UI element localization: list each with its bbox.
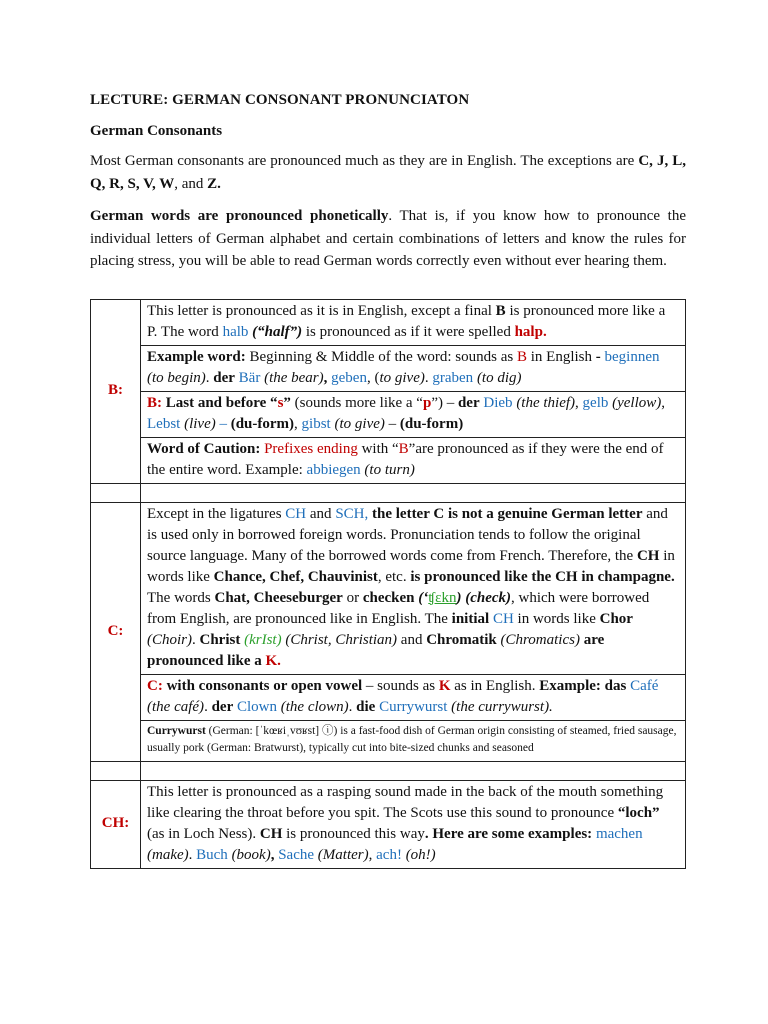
text-run: Bär [238,369,261,386]
text-run: are pronounced like a [147,631,605,669]
text-run: . [204,698,212,715]
text-run: and [397,631,427,648]
text-run: der [457,394,480,411]
text-run: . Here are some examples: [424,825,593,842]
text-run: (krIst) [240,631,282,648]
text-run: is pronounced as if it were spelled [302,323,515,340]
section-heading: German Consonants [90,123,223,139]
text-run: , [368,846,377,863]
text-run: the letter C is not a genuine German letter [368,505,643,522]
text-run: Café [630,677,659,694]
text-run: Prefixes ending [264,440,358,457]
text-run: ” [283,394,291,411]
description-cell [141,391,686,437]
text-run: ʧɛkn [428,589,457,606]
text-run: Christ [199,631,241,648]
text-run: (the bear) [260,369,324,386]
text-run: German words are pronounced phonetically [90,208,389,224]
text-run: , [575,394,583,411]
text-run: CH [259,825,283,842]
text-run: p [422,394,432,411]
text-run: in words like [147,547,675,585]
text-run: , etc. [377,568,411,585]
text-run: (oh!) [401,846,436,863]
text-run: or [342,589,363,606]
text-run: Chromatik [426,631,497,648]
text-run: Currywurst [379,698,448,715]
text-run: Lebst [147,415,181,432]
lecture-page [90,92,686,869]
description-cell [141,345,686,391]
text-run: (‘ [414,589,429,606]
text-run: Chor [599,610,633,627]
text-run: (the thief) [512,394,576,411]
text-run: (the clown) [277,698,349,715]
text-run: – [215,415,231,432]
text-run: . That is, if you know how to pronounce the individual letters of German alphabet and certain combinations of letters and know the rules for placing stress, you will be able to read German words correctly even without ever hearing them. [90,208,686,269]
text-run: is pronounced like the CH in champagne. [410,568,675,585]
text-run: , and [174,175,208,192]
text-run: (sounds more like a “ [290,394,423,411]
text-run: (live) [180,415,216,432]
text-run: SCH, [335,505,369,522]
intro-paragraph-exceptions [90,150,686,195]
table-row [91,674,686,720]
text-run: This letter is pronounced as a rasping sound made in the back of the mouth something like clearing the throat before you spit. The Scots use this sound to pronounce [147,783,664,821]
text-run: gibst [301,415,331,432]
text-run: ach! [376,846,402,863]
text-run: (to begin) [147,369,206,386]
text-run: in words like [513,610,600,627]
text-run: (Matter) [314,846,369,863]
text-run: Chat, Cheeseburger [214,589,343,606]
text-run: Except in the ligatures [147,505,286,522]
text-run: K [438,677,451,694]
table-row [91,299,686,345]
text-run: Last and before “ [162,394,278,411]
text-run: gelb [582,394,609,411]
text-run: with consonants or open vowel [162,677,363,694]
text-run: Dieb [483,394,513,411]
text-run: Z. [207,175,221,192]
text-run: (to dig) [473,369,522,386]
text-run: . [348,698,357,715]
text-run: CH [492,610,514,627]
text-run: . [192,631,200,648]
footnote-cell [141,720,686,761]
table-cell [141,761,686,780]
text-run: , which were borrowed from English, are pronounced like in English. The [147,589,650,627]
text-run: This letter is pronounced as it is in English, except a final [147,302,496,319]
text-run: The words [147,589,215,606]
text-run: and [306,505,336,522]
page-title: LECTURE: GERMAN CONSONANT PRONUNCIATON [90,92,470,108]
text-run: beginnen [604,348,660,365]
text-run: ) (check) [456,589,512,606]
text-run: Beginning & Middle of the word: sounds as [245,348,517,365]
text-run: C, J, L, Q, R, S, V, W [90,153,686,192]
table-row [91,345,686,391]
text-run: . [188,846,197,863]
letter-label: B: [91,299,141,483]
text-run: (make) [147,846,189,863]
text-run: die [356,698,376,715]
text-run: to give) [379,369,425,386]
text-run: Word of Caution: [147,440,261,457]
text-run: halp. [514,323,547,340]
text-run: (du-form) [399,415,464,432]
text-run: (book) [227,846,271,863]
text-run: Sache [278,846,315,863]
text-run: Clown [236,698,277,715]
letter-label: C: [91,502,141,761]
text-run: (to turn) [360,461,415,478]
text-run: , [270,846,279,863]
text-run: (to give) [330,415,385,432]
description-cell [141,780,686,868]
letter-label: CH: [91,780,141,868]
text-run: (Chromatics) [496,631,580,648]
text-run: - [595,348,601,365]
text-run: B: [147,394,162,411]
intro-paragraph-phonetic [90,205,686,273]
table-spacer-row [91,761,686,780]
table-row [91,502,686,674]
text-run: geben [331,369,367,386]
text-run: ”are pronounced as if they were the end of the entire word. Example: [147,440,664,478]
text-run: (as in Loch Ness). [147,825,260,842]
text-run: as in English. [450,677,540,694]
text-run: ”) – [431,394,458,411]
text-run: halb [222,323,249,340]
text-run: s [277,394,284,411]
text-run: checken [362,589,415,606]
table-cell [91,483,141,502]
text-run: with “ [357,440,399,457]
table-row [91,437,686,483]
text-run: Example word: [147,348,246,365]
description-cell [141,299,686,345]
text-run: . [424,369,433,386]
text-run: Most German consonants are pronounced much as they are in English. The exceptions are [90,153,639,169]
table-cell [91,761,141,780]
text-run: , [323,369,332,386]
text-run: (“half”) [248,323,303,340]
description-cell [141,502,686,674]
table-row [91,391,686,437]
text-run: CH [285,505,307,522]
text-run: B [495,302,506,319]
consonant-table [90,299,686,869]
text-run: , [661,394,666,411]
text-run: der [211,698,234,715]
text-run: Chance, Chef, Chauvinist [213,568,378,585]
text-run: is pronounced more like a P. The word [147,302,666,340]
text-run: . [205,369,214,386]
text-run: der [213,369,235,386]
text-run: Buch [196,846,228,863]
text-run: Currywurst [147,724,206,737]
table-row [91,780,686,868]
text-run: machen [595,825,643,842]
description-cell [141,674,686,720]
text-run: , [294,415,302,432]
table-row [91,720,686,761]
text-run: B [398,440,409,457]
text-run: C: [147,677,163,694]
text-run: – [384,415,400,432]
text-run: “loch” [617,804,660,821]
text-run: initial [451,610,490,627]
text-run: graben [432,369,474,386]
text-run: (Choir) [147,631,192,648]
text-run: (du-form) [230,415,295,432]
table-cell [141,483,686,502]
text-run: (the café) [147,698,205,715]
text-run: CH [636,547,660,564]
text-run: abbiegen [306,461,361,478]
text-run: (the currywurst). [447,698,553,715]
text-run: is pronounced this way [282,825,425,842]
text-run: – sounds as [362,677,439,694]
text-run: and is used only in borrowed foreign words. Pronunciation tends to follow the original source language. Many of the borrowed words come from French. Therefore, the [147,505,668,564]
text-run: , ( [366,369,380,386]
text-run: in English [527,348,596,365]
text-run: (German: [ˈkœʁiˌvʊʁst] ⓘ) is a fast-food dish of German origin consisting of steamed, fried sausage, usually pork (German: Bratwurst), typically cut into bite-sized chunks and seasoned [147,724,677,754]
text-run: (yellow) [608,394,662,411]
text-run: Example: das [539,677,627,694]
table-spacer-row [91,483,686,502]
text-run: K. [265,652,281,669]
text-run: B [516,348,527,365]
text-run: (Christ, Christian) [281,631,398,648]
description-cell [141,437,686,483]
